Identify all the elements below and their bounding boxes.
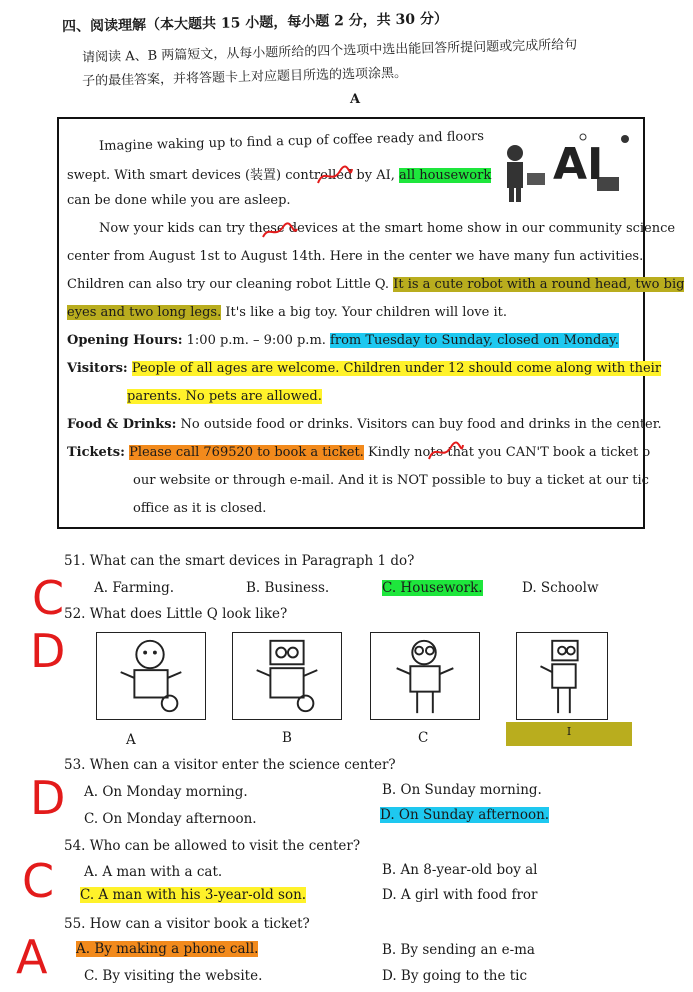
answer-mark-52: D — [30, 624, 66, 678]
highlight-tickets: Please call 769520 to book a ticket. — [129, 445, 364, 460]
tickets-line2: our website or through e-mail. And it is NOT possible to buy a ticket at our tic — [133, 473, 649, 488]
q51-option-c: C. Housework. — [382, 580, 483, 596]
q53-option-c: C. On Monday afternoon. — [84, 811, 257, 827]
p2-line1: Now your kids can try these devices at the smart home show in our community science — [99, 221, 676, 236]
answer-mark-53: D — [30, 771, 66, 825]
q55-option-b: B. By sending an e-ma — [382, 942, 535, 958]
red-scribble-2 — [259, 219, 299, 245]
passage-label: A — [350, 92, 361, 107]
ai-text: AI — [553, 139, 604, 190]
question-53: 53. When can a visitor enter the science center? — [64, 757, 396, 773]
q54-option-d: D. A girl with food fror — [382, 887, 538, 903]
highlight-all-housework: all housework — [399, 168, 492, 183]
p1-line2-text: swept. With smart devices (装置) controlled by AI, — [67, 168, 395, 183]
red-scribble-3 — [425, 439, 465, 467]
highlight-visitors-1: People of all ages are welcome. Children under 12 should come along with their — [131, 361, 662, 376]
food-label: Food & Drinks: — [67, 417, 177, 432]
p2-line2: center from August 1st to August 14th. Here in the center we have many fun activities. — [67, 249, 644, 264]
highlight-robot-desc-2: eyes and two long legs. — [67, 305, 222, 320]
q51-option-a: A. Farming. — [94, 580, 175, 596]
question-55: 55. How can a visitor book a ticket? — [64, 916, 310, 932]
robot-picture-b — [232, 632, 342, 720]
tickets — [67, 445, 650, 460]
p1-line3: can be done while you are asleep. — [67, 193, 291, 208]
q55-option-a: A. By making a phone call. — [76, 941, 259, 957]
question-52: 52. What does Little Q look like? — [64, 606, 288, 622]
q55-option-c: C. By visiting the website. — [84, 968, 263, 984]
food-drinks — [67, 417, 662, 432]
tickets-label: Tickets: — [67, 445, 125, 460]
visitors-line2 — [127, 389, 322, 404]
p2-line3 — [67, 277, 684, 292]
highlight-opening-days: from Tuesday to Sunday, closed on Monday. — [330, 333, 619, 348]
food-text: No outside food or drinks. Visitors can buy food and drinks in the center. — [180, 417, 662, 432]
red-scribble-1 — [314, 163, 354, 189]
p2-line3-text: Children can also try our cleaning robot Little Q. — [67, 277, 390, 292]
opening-hours-time: 1:00 p.m. – 9:00 p.m. — [186, 333, 326, 348]
q53-option-b: B. On Sunday morning. — [382, 782, 542, 798]
q52-label-d: I — [506, 722, 632, 746]
ai-illustration — [497, 127, 637, 207]
passage-box — [57, 117, 685, 529]
opening-hours — [67, 333, 619, 348]
q54-option-b: B. An 8-year-old boy al — [382, 862, 538, 878]
visitors — [67, 361, 661, 376]
opening-hours-label: Opening Hours: — [67, 333, 183, 348]
answer-mark-51: C — [32, 571, 65, 625]
q52-label-b: B — [282, 730, 292, 746]
highlight-visitors-2: parents. No pets are allowed. — [127, 389, 322, 404]
q52-label-c: C — [418, 730, 429, 746]
q51-option-b: B. Business. — [246, 580, 330, 596]
instruction-line-2: 子的最佳答案，并将答题卡上对应题目所选的选项涂黑。 — [81, 65, 408, 90]
q53-option-d: D. On Sunday afternoon. — [380, 807, 550, 823]
p2-line4 — [67, 305, 507, 320]
tickets-text: Kindly note that you CAN'T book a ticket o — [367, 445, 651, 460]
answer-mark-54: C — [22, 854, 55, 908]
p1-line1: Imagine waking up to find a cup of coffee ready and floors — [98, 128, 485, 155]
instruction-line-1: 请阅读 A、B 两篇短文，从每小题所给的四个选项中选出能回答所提问题或完成所给句 — [81, 37, 578, 66]
answer-mark-55: A — [16, 930, 48, 984]
q52-label-a: A — [126, 732, 136, 748]
tickets-line3: office as it is closed. — [133, 501, 267, 516]
visitors-label: Visitors: — [67, 361, 128, 376]
question-51: 51. What can the smart devices in Paragraph 1 do? — [64, 553, 415, 569]
q54-option-a: A. A man with a cat. — [84, 864, 223, 880]
section-title: 四、阅读理解（本大题共 15 小题，每小题 2 分，共 30 分） — [61, 10, 449, 36]
robot-picture-c — [370, 632, 480, 720]
robot-picture-a — [96, 632, 206, 720]
highlight-robot-desc-1: It is a cute robot with a round head, two big — [393, 277, 685, 292]
q55-option-d: D. By going to the tic — [382, 968, 528, 984]
question-54: 54. Who can be allowed to visit the center? — [64, 838, 361, 854]
p2-line4-text: It's like a big toy. Your children will love it. — [225, 305, 507, 320]
q53-option-a: A. On Monday morning. — [84, 784, 248, 800]
q51-option-d: D. Schoolw — [522, 580, 599, 596]
p1-line2 — [67, 164, 491, 183]
robot-picture-d — [516, 632, 608, 720]
q54-option-c: C. A man with his 3-year-old son. — [80, 887, 307, 903]
